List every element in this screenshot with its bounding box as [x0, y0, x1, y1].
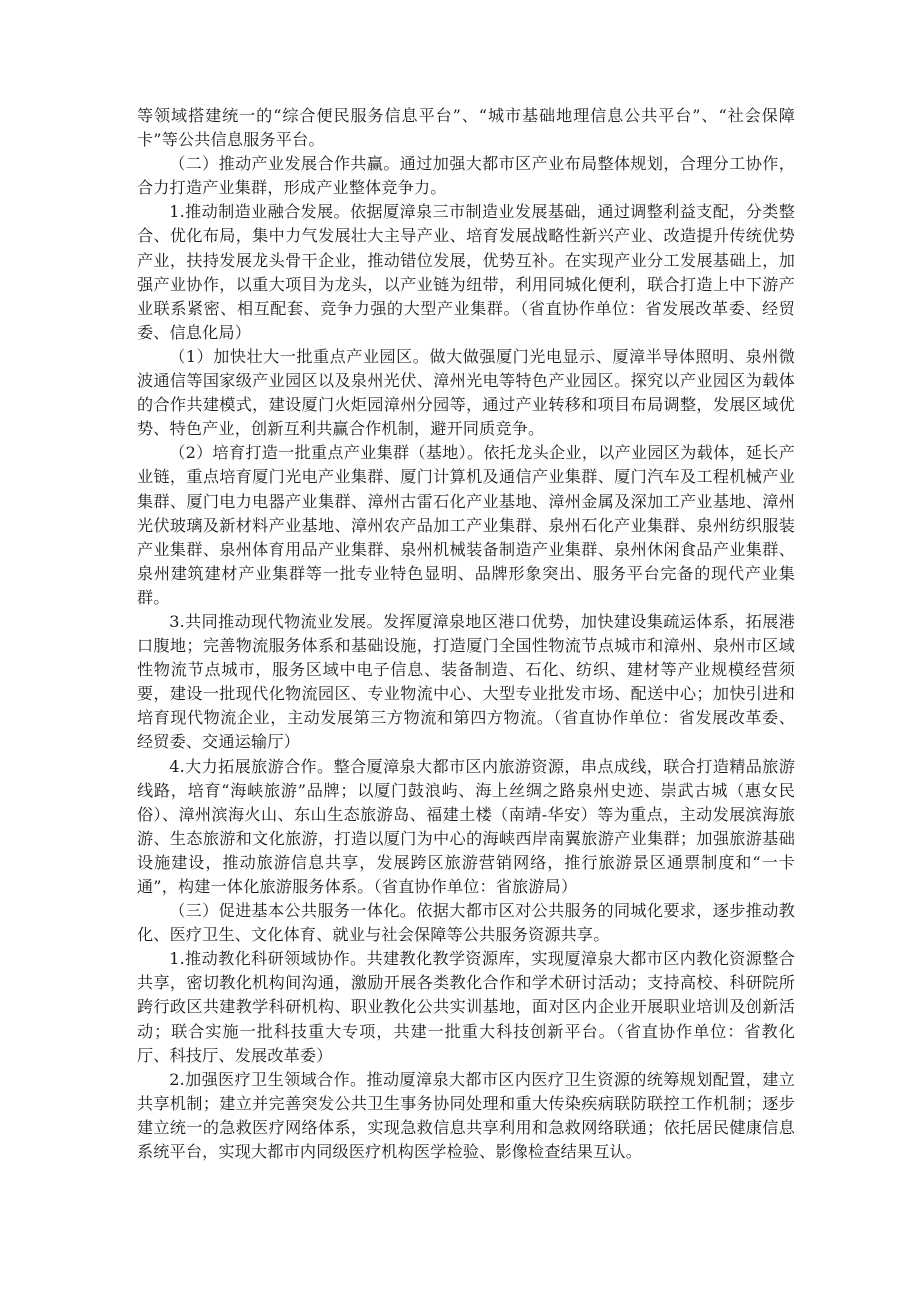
- paragraph: 3.共同推动现代物流业发展。发挥厦漳泉地区港口优势，加快建设集疏运体系，拓展港口腹地；完善物流服务体系和基础设施，打造厦门全国性物流节点城市和漳州、泉州市区域性物流节点城市，服务区域中电子信息、装备制造、石化、纺织、建材等产业规模经营须要，建设一批现代化物流园区、专业物流中心、大型专业批发市场、配送中心；加快引进和培育现代物流企业，主动发展第三方物流和第四方物流。（省直协作单位：省发展改革委、经贸委、交通运输厅）: [137, 611, 795, 752]
- paragraph: （2）培育打造一批重点产业集群（基地）。依托龙头企业，以产业园区为载体，延长产业链，重点培育厦门光电产业集群、厦门计算机及通信产业集群、厦门汽车及工程机械产业集群、厦门电力电器产业集群、漳州古雷石化产业基地、漳州金属及深加工产业基地、漳州光伏玻璃及新材料产业基地、漳州农产品加工产业集群、泉州石化产业集群、泉州纺织服装产业集群、泉州体育用品产业集群、泉州机械装备制造产业集群、泉州休闲食品产业集群、泉州建筑建材产业集群等一批专业特色显明、品牌形象突出、服务平台完备的现代产业集群。: [137, 443, 795, 607]
- paragraph: （二）推动产业发展合作共赢。通过加强大都市区产业布局整体规划，合理分工协作，合力打造产业集群，形成产业整体竞争力。: [137, 154, 795, 198]
- paragraph: （1）加快壮大一批重点产业园区。做大做强厦门光电显示、厦漳半导体照明、泉州微波通信等国家级产业园区以及泉州光伏、漳州光电等特色产业园区。探究以产业园区为载体的合作共建模式，建设厦门火炬园漳州分园等，通过产业转移和项目布局调整，发展区域优势、特色产业，创新互利共赢合作机制，避开同质竞争。: [137, 346, 795, 439]
- paragraph: 4.大力拓展旅游合作。整合厦漳泉大都市区内旅游资源，串点成线，联合打造精品旅游线路，培育“海峡旅游”品牌；以厦门鼓浪屿、海上丝绸之路泉州史迹、崇武古城（惠女民俗）、漳州滨海火山、东山生态旅游岛、福建土楼（南靖-华安）等为重点，主动发展滨海旅游、生态旅游和文化旅游，打造以厦门为中心的海峡西岸南翼旅游产业集群；加强旅游基础设施建设，推动旅游信息共享，发展跨区旅游营销网络，推行旅游景区通票制度和“一卡通”，构建一体化旅游服务体系。（省直协作单位：省旅游局）: [137, 756, 795, 896]
- paragraph: （三）促进基本公共服务一体化。依据大都市区对公共服务的同城化要求，逐步推动教化、医疗卫生、文化体育、就业与社会保障等公共服务资源共享。: [137, 901, 795, 945]
- paragraph: 1.推动教化科研领域协作。共建教化教学资源库，实现厦漳泉大都市区内教化资源整合共享，密切教化机构间沟通，激励开展各类教化合作和学术研讨活动；支持高校、科研院所跨行政区共建教学科研机构、职业教化公共实训基地，面对区内企业开展职业培训及创新活动；联合实施一批科技重大专项，共建一批重大科技创新平台。（省直协作单位：省教化厅、科技厅、发展改革委）: [137, 949, 795, 1065]
- document-page: [137, 104, 795, 1164]
- paragraph: 1.推动制造业融合发展。依据厦漳泉三市制造业发展基础，通过调整利益支配，分类整合、优化布局，集中力气发展壮大主导产业、培育发展战略性新兴产业、改造提升传统优势产业，扶持发展龙头骨干企业，推动错位发展，优势互补。在实现产业分工发展基础上，加强产业协作，以重大项目为龙头，以产业链为纽带，利用同城化便利，联合打造上中下游产业联系紧密、相互配套、竞争力强的大型产业集群。（省直协作单位：省发展改革委、经贸委、信息化局）: [137, 202, 795, 342]
- paragraph: 等领域搭建统一的“综合便民服务信息平台”、“城市基础地理信息公共平台”、“社会保障卡”等公共信息服务平台。: [137, 106, 795, 150]
- paragraph: 2.加强医疗卫生领域合作。推动厦漳泉大都市区内医疗卫生资源的统筹规划配置，建立共享机制；建立并完善突发公共卫生事务协同处理和重大传染疾病联防联控工作机制；逐步建立统一的急救医疗网络体系，实现急救信息共享利用和急救网络联通；依托居民健康信息系统平台，实现大都市内同级医疗机构医学检验、影像检查结果互认。: [137, 1069, 795, 1162]
